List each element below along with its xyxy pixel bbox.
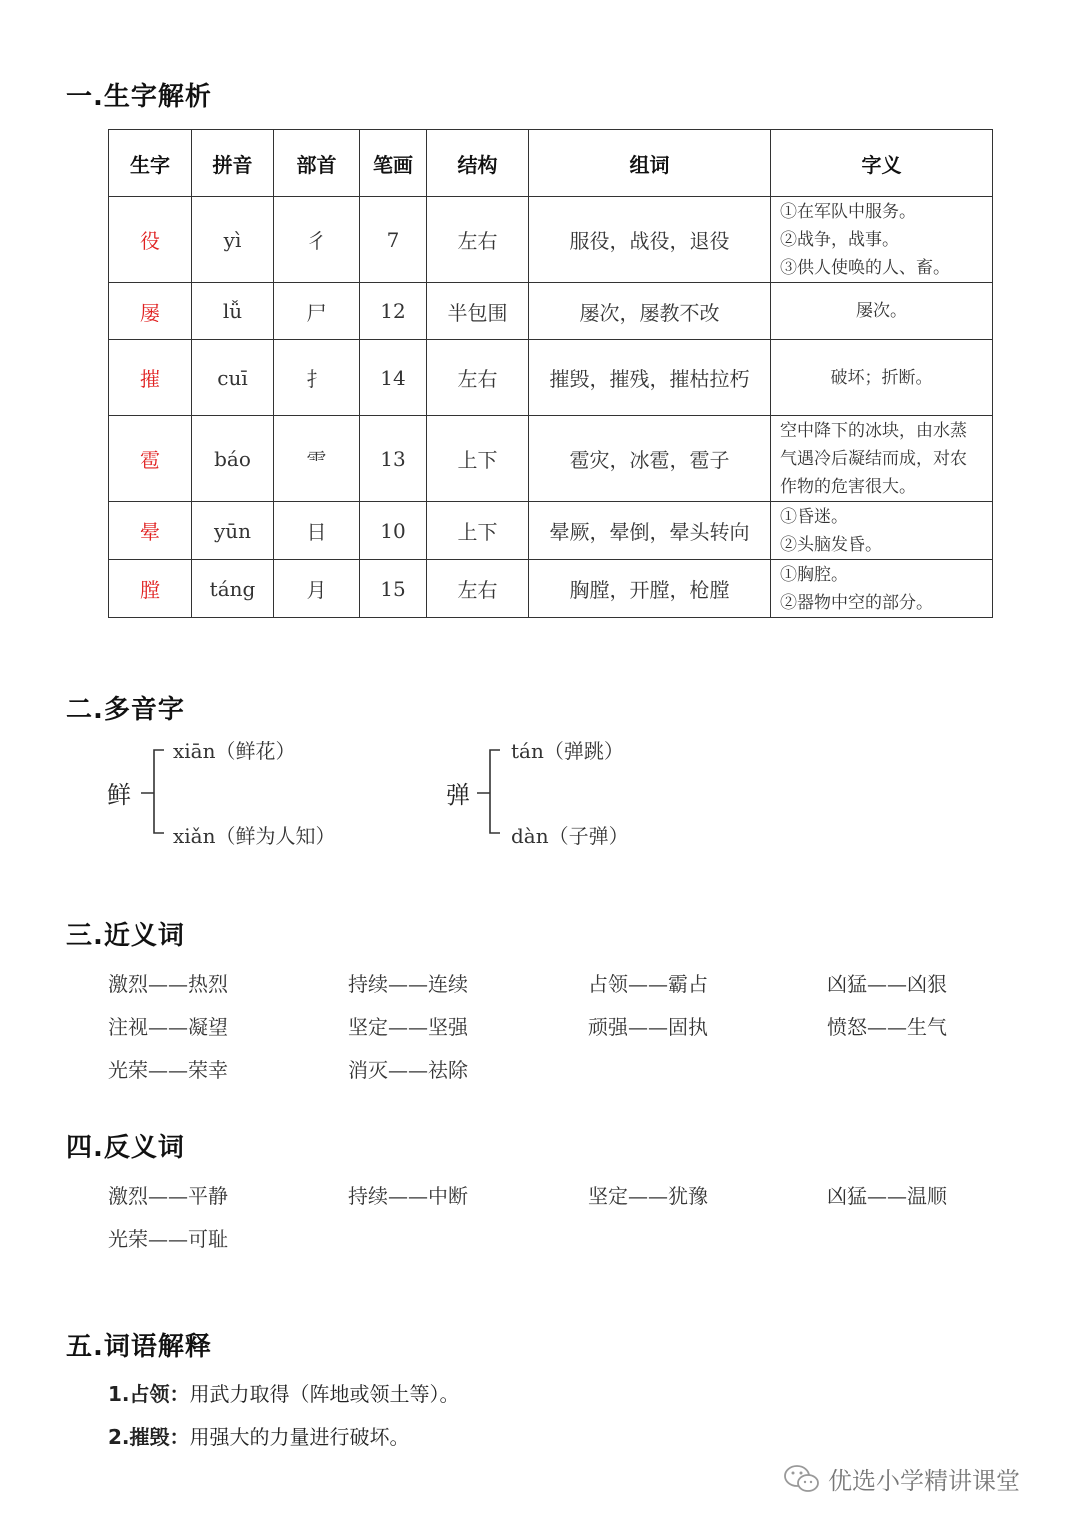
meaning-line: ③供人使唤的人、畜。: [780, 257, 950, 278]
structure-cell: 左右: [427, 197, 529, 283]
synonym-pair: 持续——连续: [348, 972, 468, 996]
strokes-cell: 10: [360, 502, 427, 560]
antonym-pair: 坚定——犹豫: [588, 1184, 708, 1208]
char-cell: 摧: [109, 340, 192, 416]
table-row: [109, 502, 993, 560]
table-row: [109, 416, 993, 502]
meaning-line: 屡次。: [856, 301, 907, 321]
polyphone-char: 鲜: [107, 781, 131, 809]
radical-cell: ⻗: [274, 416, 360, 502]
polyphone-reading: dàn（子弹）: [511, 824, 629, 848]
pinyin-cell: táng: [192, 560, 274, 618]
words-cell: 雹灾，冰雹，雹子: [529, 416, 771, 502]
synonym-pair: 占领——霸占: [588, 972, 708, 996]
polyphone-char: 弹: [446, 781, 470, 809]
synonym-pair: 凶猛——凶狠: [827, 972, 947, 996]
structure-cell: 半包围: [427, 283, 529, 340]
radical-cell: 月: [274, 560, 360, 618]
meaning-line: ①胸腔。: [780, 564, 848, 585]
char-cell: 膛: [109, 560, 192, 618]
polyphone-reading: tán（弹跳）: [511, 739, 624, 763]
polyphone-reading: xiǎn（鲜为人知）: [173, 824, 336, 848]
table-row: [109, 283, 993, 340]
explanation-term: 2.摧毁：: [108, 1425, 190, 1449]
meaning-line: 作物的危害很大。: [780, 476, 916, 497]
structure-cell: 上下: [427, 416, 529, 502]
explanation-term: 1.占领：: [108, 1382, 190, 1406]
synonym-pair: 愤怒——生气: [827, 1015, 947, 1039]
radical-cell: 日: [274, 502, 360, 560]
header-radical: 部首: [274, 130, 360, 197]
structure-cell: 左右: [427, 340, 529, 416]
header-strokes: 笔画: [360, 130, 427, 197]
section2-title: 二.多音字: [66, 695, 185, 725]
structure-cell: 上下: [427, 502, 529, 560]
meaning-line: ②战争，战事。: [780, 229, 899, 250]
explanation-definition: 用武力取得（阵地或领土等）。: [189, 1382, 460, 1406]
char-cell: 雹: [109, 416, 192, 502]
strokes-cell: 13: [360, 416, 427, 502]
meaning-line: ①在军队中服务。: [780, 201, 916, 222]
words-cell: 胸膛，开膛，枪膛: [529, 560, 771, 618]
explanation-item: [108, 1378, 460, 1407]
words-cell: 服役，战役，退役: [529, 197, 771, 283]
table-header-row: [109, 130, 993, 197]
character-table: [108, 129, 993, 618]
wechat-icon: [782, 1463, 822, 1495]
header-meaning: 字义: [771, 130, 993, 197]
table-row: [109, 340, 993, 416]
synonym-pair: 顽强——固执: [588, 1015, 708, 1039]
watermark: [782, 1461, 1020, 1496]
header-char: 生字: [109, 130, 192, 197]
meaning-line: ②器物中空的部分。: [780, 592, 933, 613]
header-words: 组词: [529, 130, 771, 197]
words-cell: 晕厥，晕倒，晕头转向: [529, 502, 771, 560]
strokes-cell: 12: [360, 283, 427, 340]
synonym-pair: 注视——凝望: [108, 1015, 228, 1039]
pinyin-cell: yūn: [192, 502, 274, 560]
synonym-pair: 光荣——荣幸: [108, 1058, 228, 1082]
char-cell: 屡: [109, 283, 192, 340]
radical-cell: 扌: [274, 340, 360, 416]
polyphone-reading: xiān（鲜花）: [173, 739, 296, 763]
strokes-cell: 7: [360, 197, 427, 283]
brace-icon: [474, 745, 502, 841]
words-cell: 屡次，屡教不改: [529, 283, 771, 340]
meaning-cell: [771, 416, 993, 502]
meaning-cell: [771, 197, 993, 283]
char-cell: 役: [109, 197, 192, 283]
meaning-cell: [771, 502, 993, 560]
pinyin-cell: báo: [192, 416, 274, 502]
meaning-line: ②头脑发昏。: [780, 534, 882, 555]
strokes-cell: 15: [360, 560, 427, 618]
meaning-line: 破坏；折断。: [830, 367, 933, 388]
section1-title: 一.生字解析: [66, 82, 212, 112]
pinyin-cell: cuī: [192, 340, 274, 416]
meaning-cell: [771, 283, 993, 340]
synonym-pair: 坚定——坚强: [348, 1015, 468, 1039]
watermark-text: 优选小学精讲课堂: [828, 1467, 1020, 1495]
radical-cell: 尸: [274, 283, 360, 340]
meaning-cell: [771, 560, 993, 618]
words-cell: 摧毁，摧残，摧枯拉朽: [529, 340, 771, 416]
explanation-definition: 用强大的力量进行破坏。: [189, 1425, 410, 1449]
antonym-pair: 激烈——平静: [108, 1184, 228, 1208]
antonym-pair: 持续——中断: [348, 1184, 468, 1208]
radical-cell: 彳: [274, 197, 360, 283]
section5-title: 五.词语解释: [66, 1332, 212, 1362]
synonym-pair: 激烈——热烈: [108, 972, 228, 996]
char-cell: 晕: [109, 502, 192, 560]
explanation-item: [108, 1421, 410, 1450]
meaning-line: 空中降下的冰块，由水蒸: [780, 420, 967, 441]
meaning-line: 气遇冷后凝结而成，对农: [780, 448, 967, 469]
meaning-cell: [771, 340, 993, 416]
brace-icon: [138, 745, 166, 841]
table-row: [109, 197, 993, 283]
synonym-pair: 消灭——祛除: [348, 1058, 468, 1082]
pinyin-cell: lǚ: [192, 283, 274, 340]
header-pinyin: 拼音: [192, 130, 274, 197]
structure-cell: 左右: [427, 560, 529, 618]
table-row: [109, 560, 993, 618]
antonym-pair: 光荣——可耻: [108, 1227, 228, 1251]
meaning-line: ①昏迷。: [780, 506, 848, 527]
section3-title: 三.近义词: [66, 921, 185, 951]
antonym-pair: 凶猛——温顺: [827, 1184, 947, 1208]
strokes-cell: 14: [360, 340, 427, 416]
header-structure: 结构: [427, 130, 529, 197]
pinyin-cell: yì: [192, 197, 274, 283]
section4-title: 四.反义词: [66, 1133, 185, 1163]
